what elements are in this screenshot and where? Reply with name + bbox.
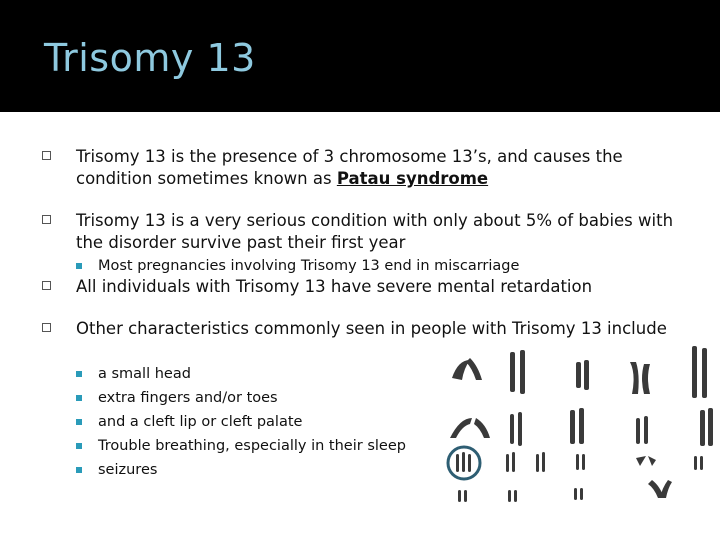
sub-bullet-marker-icon [76,395,82,401]
sub-bullet-text: seizures [98,462,158,478]
chromosome-pair [510,350,525,394]
sub-bullet-text: extra fingers and/or toes [98,390,278,406]
sub-bullet-text: and a cleft lip or cleft palate [98,414,303,430]
sub-bullet-text: Trouble breathing, especially in their sleep [98,438,406,454]
chromosome-pair [636,456,656,466]
chromosome-pair [630,362,650,394]
chromosome-pair [694,456,703,470]
chromosome-pair [508,490,517,502]
sub-bullet-text: a small head [98,366,191,382]
sub-bullet-marker-icon [76,467,82,473]
slide-title: Trisomy 13 [44,36,256,80]
chromosome-pair [636,416,648,444]
chromosome-pair [458,490,467,502]
chromosome-pair [452,358,482,380]
chromosome-pair [648,480,672,498]
chromosome-pair [692,346,707,398]
bullet-marker-icon [42,323,51,332]
sub-bullet-marker-icon [76,443,82,449]
trisomy-13-chromosomes [456,452,471,472]
sub-bullet-text: Most pregnancies involving Trisomy 13 end in miscarriage [98,258,520,274]
bullet-4-text: Other characteristics commonly seen in people with Trisomy 13 include [76,319,667,338]
chromosome-pair [510,412,522,446]
sub-bullet-marker-icon [76,419,82,425]
sub-bullet-marker-icon [76,371,82,377]
karyotype-image [440,338,720,528]
bullet-3-text: All individuals with Trisomy 13 have severe mental retardation [76,277,593,296]
chromosome-pair [576,454,585,470]
patau-syndrome-link[interactable]: Patau syndrome [336,169,489,188]
chromosome-pair [574,488,583,500]
chromosome-pair [576,360,589,390]
bullet-marker-icon [42,151,51,160]
chromosome-pair [700,408,713,446]
chromosome-pair [450,418,490,438]
bullet-2-text: Trisomy 13 is a very serious condition with only about 5% of babies with the disorder survive past their first year [76,211,674,252]
chromosome-pair [536,452,545,472]
bullet-1-text: Trisomy 13 is the presence of 3 chromosome 13’s, and causes the condition sometimes known as [76,147,623,188]
bullet-marker-icon [42,215,51,224]
bullet-marker-icon [42,281,51,290]
sub-bullet-marker-icon [76,263,82,269]
chromosome-pair [506,452,515,472]
chromosome-pair [570,408,584,444]
